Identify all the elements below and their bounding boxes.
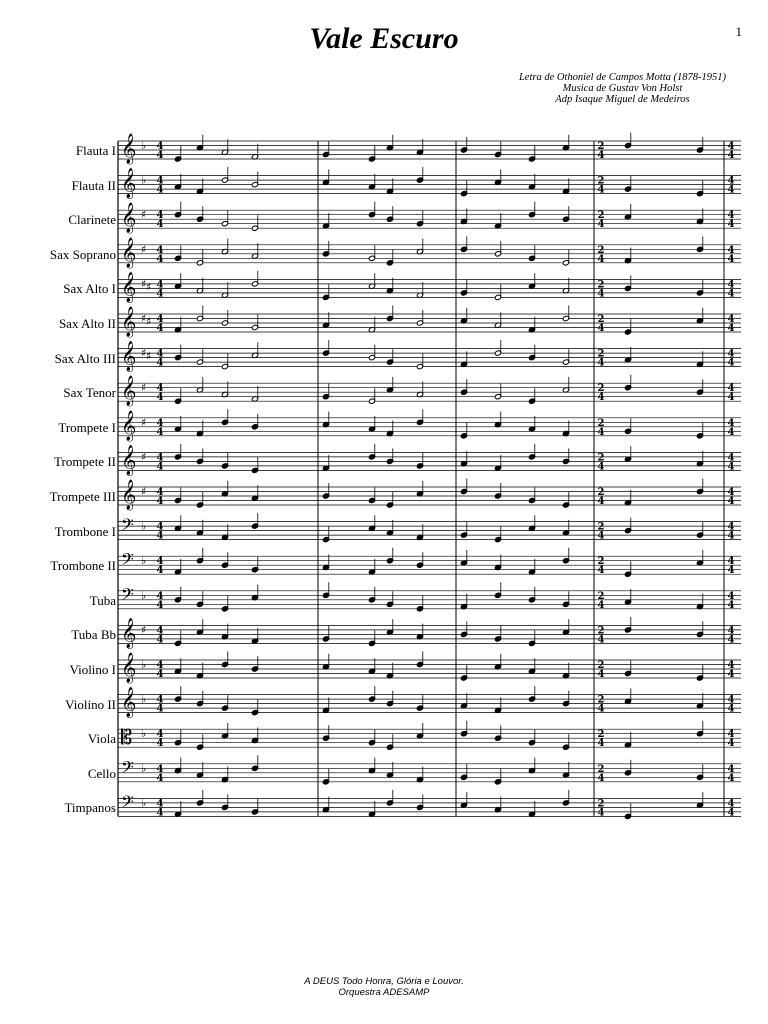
time-signature-numerator: 4 (156, 763, 164, 775)
time-signature-numerator: 2 (597, 590, 605, 602)
time-signature-denominator: 4 (597, 253, 605, 265)
treble-clef-icon: 𝄞 (121, 272, 137, 303)
time-signature-denominator: 4 (156, 807, 164, 819)
time-signature-numerator: 4 (727, 417, 735, 429)
treble-clef-icon: 𝄞 (121, 168, 137, 199)
sharp-icon: ♯ (146, 349, 152, 363)
time-signature-denominator: 4 (156, 357, 164, 369)
instrument-label: Flauta I (75, 143, 116, 158)
time-signature-denominator: 4 (597, 184, 605, 196)
time-signature-denominator: 4 (727, 669, 735, 680)
time-signature-numerator: 2 (597, 625, 605, 637)
time-signature-numerator: 4 (727, 314, 735, 325)
instrument-label: Trompete III (49, 489, 116, 504)
staff (118, 236, 741, 268)
time-signature-numerator: 4 (727, 729, 735, 741)
time-signature-denominator: 4 (727, 253, 735, 265)
time-signature-denominator: 4 (597, 496, 605, 507)
treble-clef-icon: 𝄞 (121, 480, 137, 510)
time-signature-denominator: 4 (727, 392, 735, 404)
time-signature-numerator: 2 (597, 487, 605, 498)
staff (118, 133, 741, 166)
time-signature-denominator: 4 (727, 357, 735, 369)
sharp-icon: ♯ (141, 415, 147, 429)
time-signature-numerator: 2 (597, 383, 605, 395)
time-signature-denominator: 4 (597, 461, 605, 473)
instrument-label: Tuba (89, 592, 116, 608)
alto-clef-icon: 𝄡 (121, 725, 133, 750)
instrument-label: Sax Soprano (49, 246, 116, 262)
time-signature-numerator: 2 (597, 729, 605, 741)
time-signature-denominator: 4 (727, 703, 735, 715)
sharp-icon: ♯ (141, 277, 147, 291)
treble-clef-icon: 𝄞 (121, 618, 137, 649)
time-signature-numerator: 4 (727, 175, 735, 187)
instrument-label: Flauta II (71, 177, 116, 193)
time-signature-denominator: 4 (727, 565, 735, 577)
time-signature-denominator: 4 (597, 565, 605, 577)
staff (118, 167, 741, 200)
time-signature-numerator: 4 (727, 279, 735, 291)
bass-clef-icon: 𝄢 (121, 756, 134, 781)
time-signature-numerator: 4 (156, 521, 164, 533)
time-signature-denominator: 4 (156, 599, 164, 611)
time-signature-numerator: 2 (597, 417, 605, 429)
time-signature-denominator: 4 (597, 703, 605, 715)
time-signature-denominator: 4 (156, 253, 164, 265)
page-footer (0, 976, 768, 998)
treble-clef-icon: 𝄞 (121, 410, 137, 441)
flat-icon: ♭ (141, 139, 147, 152)
treble-clef-icon: 𝄞 (121, 445, 137, 476)
staff (118, 755, 741, 785)
time-signature-numerator: 4 (727, 625, 735, 637)
time-signature-numerator: 2 (597, 694, 605, 706)
time-signature-denominator: 4 (156, 392, 164, 404)
time-signature-numerator: 4 (156, 487, 164, 498)
staff (118, 375, 741, 408)
time-signature-denominator: 4 (727, 772, 735, 784)
time-signature-denominator: 4 (156, 530, 164, 542)
time-signature-denominator: 4 (156, 184, 164, 196)
treble-clef-icon: 𝄞 (121, 376, 137, 407)
time-signature-denominator: 4 (727, 738, 735, 750)
time-signature-denominator: 4 (597, 772, 605, 784)
time-signature-numerator: 4 (727, 660, 735, 671)
time-signature-denominator: 4 (156, 323, 164, 334)
time-signature-numerator: 4 (156, 417, 164, 429)
time-signature-numerator: 4 (727, 244, 735, 256)
time-signature-numerator: 2 (597, 763, 605, 775)
staff (118, 652, 741, 685)
time-signature-denominator: 4 (597, 669, 605, 680)
instrument-label: Trompete I (58, 419, 116, 435)
time-signature-denominator: 4 (156, 738, 164, 750)
time-signature-numerator: 4 (156, 175, 164, 187)
time-signature-denominator: 4 (727, 426, 735, 438)
staff (118, 617, 741, 650)
time-signature-numerator: 2 (597, 521, 605, 533)
instrument-label: Clarinete (68, 212, 116, 228)
lyricist-credit: Letra de Othoniel de Campos Motta (1878-1951) (518, 72, 726, 83)
time-signature-numerator: 4 (727, 694, 735, 706)
time-signature-numerator: 4 (727, 521, 735, 533)
time-signature-denominator: 4 (597, 599, 605, 611)
staff (118, 721, 741, 751)
time-signature-numerator: 4 (727, 798, 735, 810)
time-signature-denominator: 4 (597, 530, 605, 542)
arranger-credit: Adp Isaque Miguel de Medeiros (555, 94, 690, 105)
staff (118, 582, 741, 612)
staff (118, 479, 741, 512)
time-signature-numerator: 4 (156, 729, 164, 741)
sharp-icon: ♯ (141, 312, 147, 325)
time-signature-numerator: 4 (727, 556, 735, 568)
time-signature-denominator: 4 (727, 496, 735, 507)
time-signature-denominator: 4 (156, 461, 164, 473)
staff (118, 306, 741, 339)
time-signature-numerator: 4 (727, 348, 735, 360)
time-signature-numerator: 2 (597, 348, 605, 360)
time-signature-denominator: 4 (156, 219, 164, 231)
time-signature-denominator: 4 (156, 772, 164, 784)
time-signature-denominator: 4 (597, 392, 605, 404)
time-signature-numerator: 2 (597, 556, 605, 568)
staff (118, 409, 741, 442)
instrument-label: Trompete II (54, 454, 116, 470)
flat-icon: ♭ (141, 588, 147, 602)
flat-icon: ♭ (141, 658, 147, 671)
time-signature-numerator: 4 (727, 141, 735, 152)
time-signature-numerator: 2 (597, 314, 605, 325)
instrument-label: Tuba Bb (71, 627, 116, 643)
flat-icon: ♭ (141, 554, 147, 568)
time-signature-numerator: 4 (727, 452, 735, 464)
time-signature-denominator: 4 (156, 634, 164, 646)
time-signature-numerator: 2 (597, 141, 605, 152)
bass-clef-icon: 𝄢 (121, 514, 134, 539)
time-signature-numerator: 4 (727, 763, 735, 775)
instrument-label: Sax Alto I (63, 281, 116, 297)
time-signature-denominator: 4 (156, 426, 164, 438)
footer-dedication: A DEUS Todo Honra, Glória e Louvor. (304, 976, 464, 987)
composer-credit: Musica de Gustav Von Holst (562, 83, 683, 94)
staff (118, 790, 741, 820)
time-signature-numerator: 4 (156, 660, 164, 671)
time-signature-denominator: 4 (597, 738, 605, 750)
time-signature-denominator: 4 (727, 807, 735, 819)
sharp-icon: ♯ (141, 346, 147, 360)
instrument-label: Trombone I (54, 523, 116, 539)
sharp-icon: ♯ (141, 208, 147, 222)
instrument-label: Sax Alto II (58, 316, 116, 331)
time-signature-numerator: 4 (156, 314, 164, 325)
staff (118, 444, 741, 477)
treble-clef-icon: 𝄞 (121, 341, 137, 372)
flat-icon: ♭ (141, 692, 147, 706)
flat-icon: ♭ (141, 519, 147, 533)
staff (118, 202, 741, 235)
staff (118, 548, 741, 578)
time-signature-numerator: 2 (597, 660, 605, 671)
time-signature-numerator: 4 (156, 141, 164, 152)
time-signature-denominator: 4 (156, 150, 164, 161)
staff (118, 686, 741, 719)
time-signature-denominator: 4 (597, 219, 605, 231)
sharp-icon: ♯ (141, 381, 147, 395)
time-signature-numerator: 4 (156, 452, 164, 464)
time-signature-denominator: 4 (597, 323, 605, 334)
instrument-label: Trombone II (50, 558, 116, 574)
time-signature-denominator: 4 (727, 150, 735, 161)
time-signature-denominator: 4 (727, 461, 735, 473)
time-signature-numerator: 4 (727, 487, 735, 498)
time-signature-numerator: 4 (156, 244, 164, 256)
flat-icon: ♭ (141, 727, 147, 741)
time-signature-denominator: 4 (156, 565, 164, 577)
time-signature-numerator: 4 (156, 625, 164, 637)
flat-icon: ♭ (141, 761, 147, 775)
time-signature-denominator: 4 (156, 703, 164, 715)
time-signature-numerator: 4 (156, 348, 164, 360)
time-signature-denominator: 4 (597, 150, 605, 161)
treble-clef-icon: 𝄞 (121, 134, 137, 164)
instrument-label: Violino I (69, 662, 116, 677)
time-signature-numerator: 2 (597, 210, 605, 222)
time-signature-numerator: 2 (597, 244, 605, 256)
time-signature-numerator: 2 (597, 279, 605, 291)
sharp-icon: ♯ (141, 242, 147, 256)
instrument-label: Cello (87, 765, 116, 781)
time-signature-denominator: 4 (727, 184, 735, 196)
treble-clef-icon: 𝄞 (121, 307, 137, 337)
sharp-icon: ♯ (146, 280, 152, 294)
bass-clef-icon: 𝄢 (121, 583, 134, 608)
time-signature-numerator: 4 (156, 798, 164, 810)
sharp-icon: ♯ (146, 315, 152, 328)
instrument-label: Viola (87, 731, 116, 747)
instrument-label: Timpanos (64, 800, 116, 816)
time-signature-denominator: 4 (597, 426, 605, 438)
footer-orchestra: Orquestra ADESAMP (338, 987, 430, 998)
staff (118, 271, 741, 304)
time-signature-denominator: 4 (597, 357, 605, 369)
time-signature-denominator: 4 (156, 288, 164, 300)
instrument-label: Violino II (65, 696, 116, 712)
time-signature-denominator: 4 (727, 219, 735, 231)
bass-clef-icon: 𝄢 (121, 549, 134, 574)
flat-icon: ♭ (141, 796, 147, 810)
time-signature-denominator: 4 (597, 288, 605, 300)
staff (118, 340, 741, 373)
score-title: Vale Escuro (309, 22, 459, 55)
time-signature-denominator: 4 (727, 599, 735, 611)
flat-icon: ♭ (141, 173, 147, 187)
time-signature-numerator: 4 (156, 556, 164, 568)
treble-clef-icon: 𝄞 (121, 237, 137, 268)
sharp-icon: ♯ (141, 623, 147, 637)
time-signature-denominator: 4 (727, 530, 735, 542)
treble-clef-icon: 𝄞 (121, 653, 137, 683)
time-signature-numerator: 4 (156, 279, 164, 291)
time-signature-numerator: 4 (156, 694, 164, 706)
time-signature-numerator: 2 (597, 452, 605, 464)
treble-clef-icon: 𝄞 (121, 203, 137, 234)
time-signature-numerator: 2 (597, 175, 605, 187)
time-signature-numerator: 2 (597, 798, 605, 810)
time-signature-denominator: 4 (156, 496, 164, 507)
time-signature-denominator: 4 (727, 634, 735, 646)
sharp-icon: ♯ (141, 450, 147, 464)
time-signature-denominator: 4 (597, 807, 605, 819)
time-signature-denominator: 4 (156, 669, 164, 680)
instrument-label: Sax Tenor (63, 385, 116, 401)
time-signature-numerator: 4 (156, 383, 164, 395)
time-signature-numerator: 4 (727, 210, 735, 222)
time-signature-numerator: 4 (727, 383, 735, 395)
time-signature-numerator: 4 (727, 590, 735, 602)
time-signature-denominator: 4 (597, 634, 605, 646)
staff (118, 513, 741, 543)
sharp-icon: ♯ (141, 485, 147, 498)
treble-clef-icon: 𝄞 (121, 687, 137, 718)
bass-clef-icon: 𝄢 (121, 791, 134, 816)
time-signature-denominator: 4 (727, 323, 735, 334)
time-signature-numerator: 4 (156, 590, 164, 602)
page-number: 1 (735, 24, 742, 39)
time-signature-denominator: 4 (727, 288, 735, 300)
instrument-label: Sax Alto III (54, 350, 116, 366)
time-signature-numerator: 4 (156, 210, 164, 222)
